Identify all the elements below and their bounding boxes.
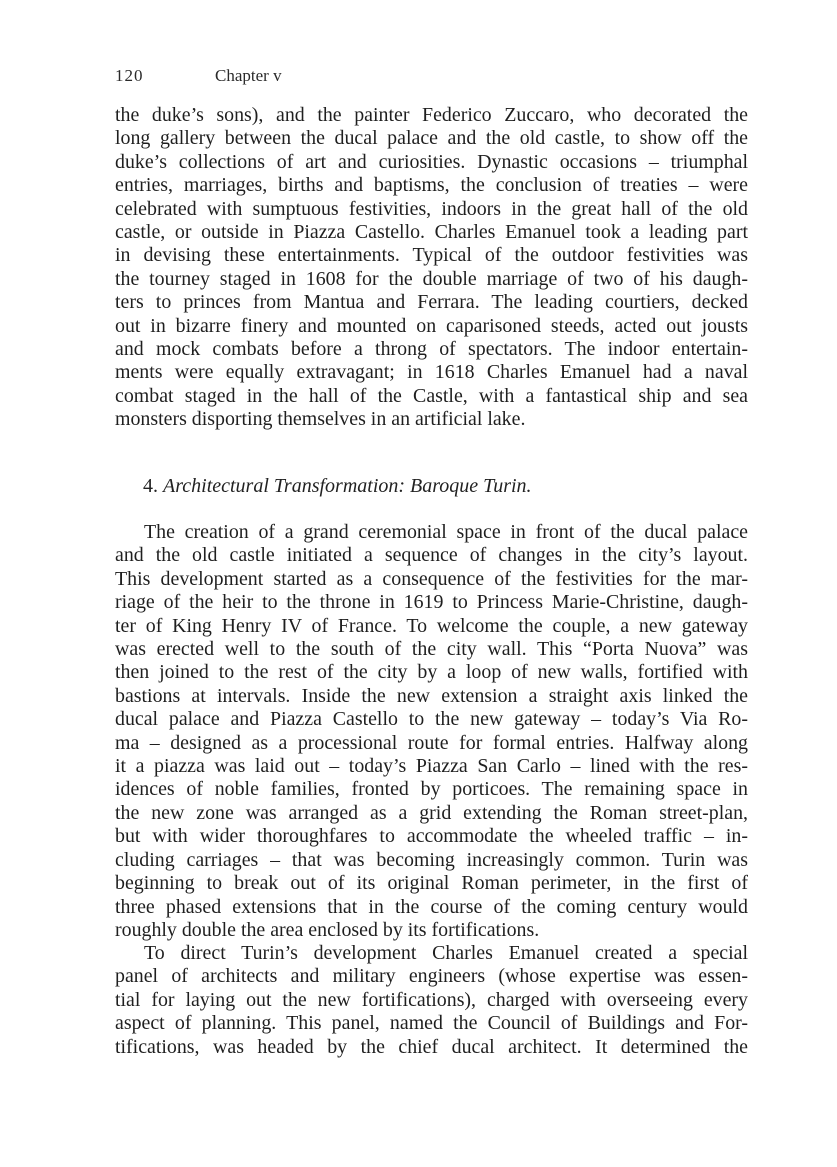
running-header [115, 66, 282, 86]
text-line: out in bizarre finery and mounted on caparisoned steeds, acted out jousts [115, 314, 748, 337]
text-line: duke’s collections of art and curiosities. Dynastic occasions – triumphal [115, 150, 748, 173]
text-line: and the old castle initiated a sequence of changes in the city’s layout. [115, 544, 748, 567]
section-title: Architectural Transformation: Baroque Turin. [163, 475, 532, 497]
text-line: then joined to the rest of the city by a loop of new walls, fortified with [115, 661, 748, 684]
text-line: castle, or outside in Piazza Castello. Charles Emanuel took a leading part [115, 221, 748, 244]
paragraph-2 [115, 942, 748, 1059]
text-line: roughly double the area enclosed by its fortifications. [115, 918, 540, 941]
text-line: ma – designed as a processional route for formal entries. Halfway along [115, 731, 748, 754]
text-line: ments were equally extravagant; in 1618 Charles Emanuel had a naval [115, 361, 748, 384]
text-line: ter of King Henry IV of France. To welcome the couple, a new gateway [115, 614, 748, 637]
page-number: 120 [115, 66, 144, 85]
text-line: beginning to break out of its original Roman perimeter, in the first of [115, 872, 748, 895]
text-line: in devising these entertainments. Typical of the outdoor festivities was [115, 244, 748, 267]
text-line: the duke’s sons), and the painter Federico Zuccaro, who decorated the [115, 104, 748, 126]
text-line: idences of noble families, fronted by porticoes. The remaining space in [115, 778, 748, 801]
text-line: tial for laying out the new fortifications), charged with overseeing every [115, 988, 748, 1011]
text-line: This development started as a consequence of the festivities for the mar- [115, 567, 748, 590]
text-line: tifications, was headed by the chief ducal architect. It determined the [115, 1035, 748, 1058]
text-line: celebrated with sumptuous festivities, indoors in the great hall of the old [115, 197, 748, 220]
text-line: ducal palace and Piazza Castello to the new gateway – today’s Via Ro- [115, 708, 748, 731]
text-line: ters to princes from Mantua and Ferrara. The leading courtiers, decked [115, 291, 748, 314]
text-line: panel of architects and military engineers (whose expertise was essen- [115, 965, 748, 988]
text-line: three phased extensions that in the course of the coming century would [115, 895, 748, 918]
paragraph-top [115, 104, 748, 432]
text-line: The creation of a grand ceremonial space in front of the ducal palace [144, 521, 748, 543]
paragraph-1 [115, 521, 748, 942]
text-line: bastions at intervals. Inside the new extension a straight axis linked the [115, 684, 748, 707]
section-number: 4. [143, 475, 158, 497]
text-line: aspect of planning. This panel, named the Council of Buildings and For- [115, 1012, 748, 1035]
text-line: it a piazza was laid out – today’s Piazza San Carlo – lined with the res- [115, 755, 748, 778]
text-line: entries, marriages, births and baptisms, the conclusion of treaties – were [115, 174, 748, 197]
text-line: combat staged in the hall of the Castle, with a fantastical ship and sea [115, 384, 748, 407]
section-heading [143, 475, 532, 498]
text-line: cluding carriages – that was becoming increasingly common. Turin was [115, 848, 748, 871]
text-line: the new zone was arranged as a grid extending the Roman street-plan, [115, 801, 748, 824]
text-line: but with wider thoroughfares to accommodate the wheeled traffic – in- [115, 825, 748, 848]
text-line: the tourney staged in 1608 for the double marriage of two of his daugh- [115, 267, 748, 290]
text-line: and mock combats before a throng of spectators. The indoor entertain- [115, 338, 748, 361]
text-line: long gallery between the ducal palace and the old castle, to show off the [115, 127, 748, 150]
text-line: riage of the heir to the throne in 1619 to Princess Marie-Christine, daugh- [115, 591, 748, 614]
text-line: To direct Turin’s development Charles Emanuel created a special [144, 942, 748, 964]
text-line: monsters disporting themselves in an artificial lake. [115, 408, 526, 431]
chapter-label: Chapter v [215, 66, 282, 85]
text-line: was erected well to the south of the city wall. This “Porta Nuova” was [115, 638, 748, 661]
